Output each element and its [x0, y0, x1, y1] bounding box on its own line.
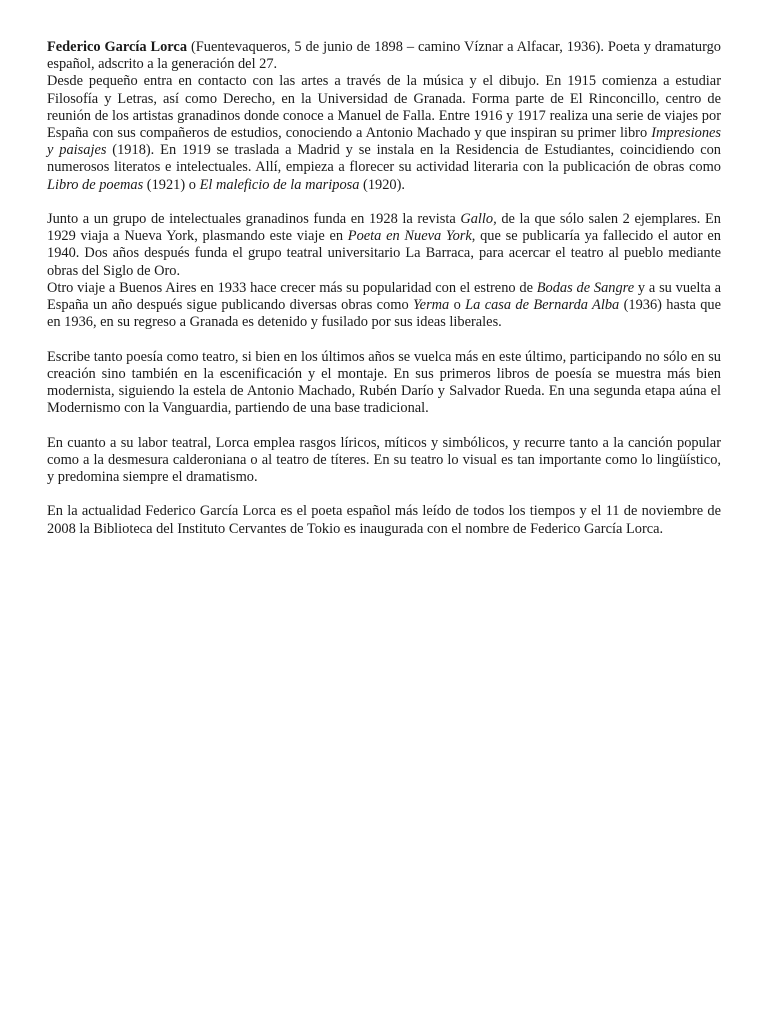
play-title-bernarda-alba: La casa de Bernarda Alba	[465, 297, 620, 314]
paragraph-theatre-work: En cuanto a su labor teatral, Lorca emplea rasgos líricos, míticos y simbólicos, y recurre tanto a la canción popular como a la desmesura calderoniana o al teatro de títeres. En su teatro lo visual es tan importante como lo lingüístico, y predomina siempre el dramatismo.	[47, 434, 721, 486]
paragraph-intro	[47, 39, 721, 73]
author-name: Federico García Lorca	[47, 39, 188, 55]
paragraph-gallo	[47, 211, 721, 280]
paragraph-poetry-theatre: Escribe tanto poesía como teatro, si bien en los últimos años se vuelca más en este último, participando no sólo en su creación sino también en la escenificación y el montaje. En sus primeros libros de poesía se muestra más bien modernista, siguiendo la estela de Antonio Machado, Rubén Darío y Salvador Rueda. En una segunda etapa aúna el Modernismo con la Vanguardia, partiendo de una base tradicional.	[47, 348, 721, 417]
play-title-yerma: Yerma	[413, 297, 450, 314]
gallo-text-1: Junto a un grupo de intelectuales granadinos funda en 1928 la revista	[47, 211, 461, 228]
intro-text: (Fuentevaqueros, 5 de junio de 1898 – camino Víznar a Alfacar, 1936). Poeta y dramaturgo español, adscrito a la generación del 27.	[47, 39, 721, 73]
gallo-text-3: , que se publicaría ya fallecido el autor en 1940. Dos años después funda el grupo teatral universitario La Barraca, para acercar el teatro al pueblo mediante obras del Siglo de Oro.	[47, 228, 721, 279]
buenos-aires-text-2: y a su vuelta a España un año después sigue publicando diversas obras como	[47, 279, 721, 314]
document-page	[47, 39, 721, 538]
book-title-maleficio: El maleficio de la mariposa	[199, 176, 360, 193]
gallo-text-2: de la que sólo salen 2 ejemplares. En 1929 viaja a Nueva York, plasmando este viaje en	[47, 211, 721, 245]
early-life-text-1: Desde pequeño entra en contacto con las artes a través de la música y el dibujo. En 1915 comienza a estudiar Filosofía y Letras, así como Derecho, en la Universidad de Granada. Forma parte de El Rinconcillo, centro de reunión de los artistas granadinos donde conoce a Manuel de Falla. Entre 1916 y 1917 realiza una serie de viajes por España con sus compañeros de estudios, conociendo a Antonio Machado y que inspiran su primer libro	[47, 73, 721, 142]
paragraph-early-life	[47, 73, 721, 193]
paragraph-buenos-aires	[47, 280, 721, 332]
book-title-libro-de-poemas: Libro de poemas	[47, 176, 144, 193]
play-title-bodas-de-sangre: Bodas de Sangre	[536, 279, 635, 296]
paragraph-legacy: En la actualidad Federico García Lorca es el poeta español más leído de todos los tiempos y el 11 de noviembre de 2008 la Biblioteca del Instituto Cervantes de Tokio es inaugurada con el nombre de Federico García Lorca.	[47, 503, 721, 537]
buenos-aires-text-3: o	[449, 297, 466, 314]
magazine-title-gallo: Gallo,	[460, 211, 497, 228]
book-title-impresiones: Impresiones y paisajes	[47, 125, 721, 159]
early-life-text-2: (1918). En 1919 se traslada a Madrid y se instala en la Residencia de Estudiantes, coincidiendo con numerosos literatos e intelectuales. Allí, empieza a florecer su actividad literaria con la publicación de obras como	[47, 142, 722, 176]
book-title-poeta-nueva-york: Poeta en Nueva York	[347, 228, 472, 245]
early-life-text-4: (1920).	[359, 176, 406, 193]
buenos-aires-text-4: (1936) hasta que en 1936, en su regreso a Granada es detenido y fusilado por sus ideas liberales.	[47, 297, 721, 331]
early-life-text-3: (1921) o	[143, 176, 200, 193]
buenos-aires-text-1: Otro viaje a Buenos Aires en 1933 hace crecer más su popularidad con el estreno de	[47, 279, 537, 296]
